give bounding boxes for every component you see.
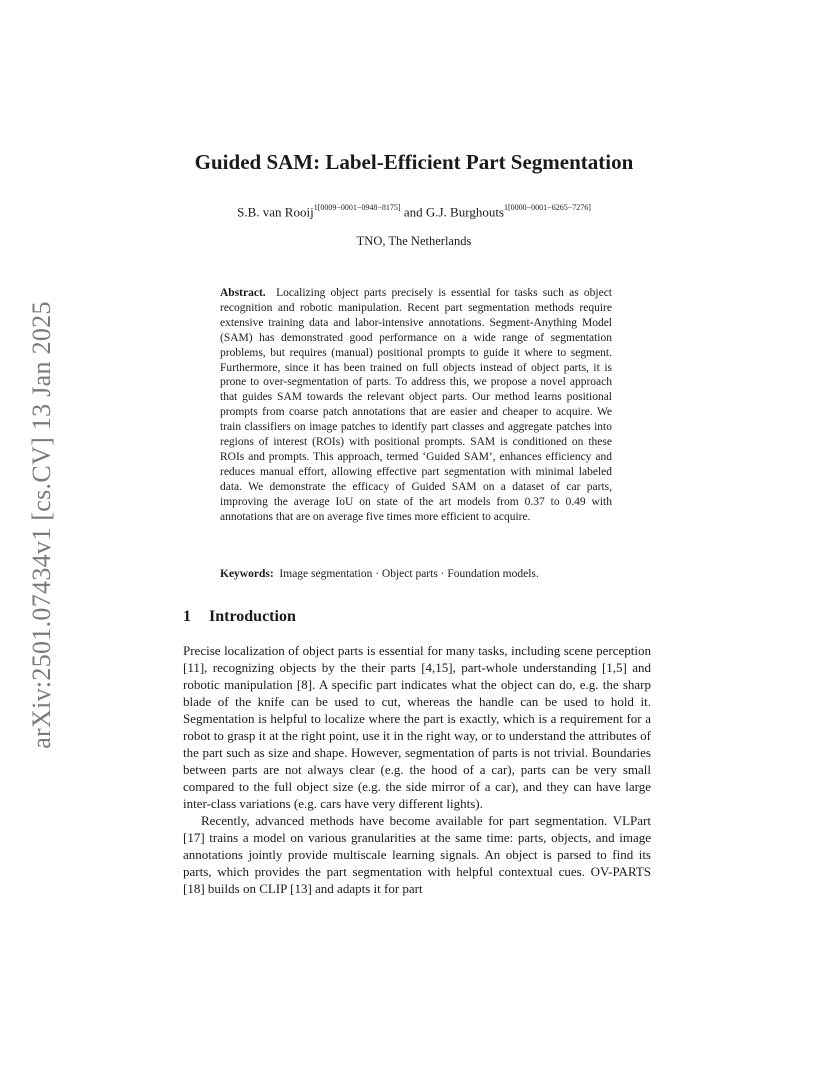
keywords-text: Image segmentation · Object parts · Foundation models. [279, 568, 539, 580]
affiliation: TNO, The Netherlands [356, 234, 472, 248]
section-number: 1 [183, 608, 191, 625]
paragraph: Recently, advanced methods have become available for part segmentation. VLPart [17] trains a model on various granularities at the same time: parts, objects, and image annotations jointly provide multiscale learning signals. An object is parsed to find its parts, which provides the part segmentation with helpful contextual cues. OV-PARTS [18] builds on CLIP [13] and adapts it for part [183, 813, 651, 896]
author-name: S.B. van Rooij [237, 204, 314, 220]
section-title: Introduction [209, 608, 296, 625]
paper-title: Guided SAM: Label-Efficient Part Segmentation [194, 150, 634, 174]
abstract-text: Localizing object parts precisely is essential for tasks such as object recognition and robotic manipulation. Recent part segmentation methods require extensive training data and labor-intensive annotations. Segment-Anything Model (SAM) has demonstrated good performance on a wide range of segmentation problems, but requires (manual) positional prompts to guide it where to segment. Furthermore, since it has been trained on full objects instead of object parts, it is prone to over-segmentation of parts. To address this, we propose a novel approach that guides SAM towards the relevant object parts. Our method learns positional prompts from coarse patch annotations that are easier and cheaper to acquire. We train classifiers on image patches to identify part classes and aggregate patches into regions of interest (ROIs) with positional prompts. SAM is conditioned on these ROIs and prompts. This approach, termed ‘Guided SAM’, enhances efficiency and reduces manual effort, allowing effective part segmentation with minimal labeled data. We demonstrate the efficacy of Guided SAM on a dataset of car parts, improving the average IoU on state of the art models from 0.37 to 0.49 with annotations that are on average five times more efficient to acquire. [220, 287, 613, 523]
author-connector: and [403, 204, 423, 220]
paragraph: Precise localization of object parts is essential for many tasks, including scene perception [11], recognizing objects by the their parts [4,15], part-whole understanding [1,5] and robotic manipulation [8]. A specific part indicates what the object can do, e.g. the sharp blade of the knife can be used to cut, whereas the handle can be used to hold it. Segmentation is helpful to localize where the part is exactly, which is a requirement for a robot to grasp it at the right point, use it in the right way, or to understand the attributes of the part such as size and shape. However, segmentation of parts is not trivial. Boundaries between parts are not always clear (e.g. the hood of a car), parts can be very small compared to the full object size (e.g. the side mirror of a car), and they can have large inter-class variations (e.g. cars have very different lights). [183, 643, 651, 811]
arxiv-identifier-text: arXiv:2501.07434v1 [cs.CV] 13 Jan 2025 [27, 301, 56, 749]
abstract [220, 286, 612, 525]
author-line [0, 204, 828, 220]
section-heading [183, 608, 296, 626]
abstract-label: Abstract. [220, 287, 266, 299]
body-text [183, 642, 651, 897]
author-orcid: 1[0000−0001−6265−7276] [504, 203, 591, 212]
keywords-label: Keywords: [220, 568, 274, 580]
arxiv-identifier-stamp [22, 290, 62, 760]
author-orcid: 1[0009−0001−0948−8175] [313, 203, 401, 212]
keywords [220, 568, 612, 580]
author-name: G.J. Burghouts [425, 204, 504, 220]
